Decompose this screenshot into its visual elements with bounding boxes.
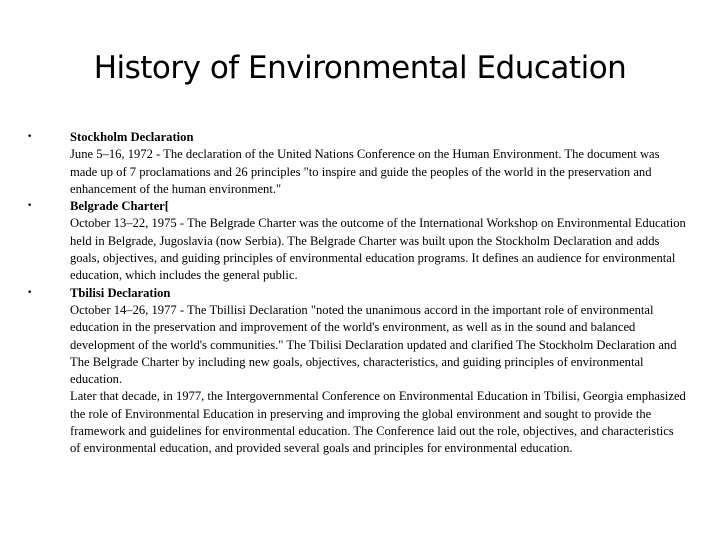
slide-title: History of Environmental Education [93, 50, 627, 86]
bullet: • [27, 287, 33, 298]
list-item-stockholm [27, 129, 687, 198]
item-heading: Tbilisi Declaration [70, 285, 171, 300]
list-item-belgrade [27, 198, 687, 284]
item-heading: Belgrade Charter[ [70, 199, 169, 214]
item-paragraph: October 14–26, 1977 - The Tbillisi Declaration "noted the unanimous accord in the important role of environmental education in the preservation and improvement of the world's environment, as well as in the sound and balanced development of the world's communities." The Tbilisi Declaration updated and clarified The Stockholm Declaration and The Belgrade Charter by including new goals, objectives, characteristics, and guiding principles of environmental education. [70, 302, 677, 387]
item-paragraph: June 5–16, 1972 - The declaration of the United Nations Conference on the Human Environment. The document was made up of 7 proclamations and 26 principles "to inspire and guide the peoples of the world in the preservation and enhancement of the human environment." [70, 147, 660, 196]
list-item-tbilisi [27, 285, 687, 458]
slide-body [27, 129, 687, 458]
bullet: • [27, 201, 33, 212]
item-heading: Stockholm Declaration [70, 130, 194, 144]
bullet: • [27, 132, 33, 142]
item-paragraph: Later that decade, in 1977, the Intergovernmental Conference on Environmental Education in Tbilisi, Georgia emphasized the role of Environmental Education in preserving and improving the global environment and sought to provide the framework and guidelines for environmental education. The Conference laid out the role, objectives, and characteristics of environmental education, and provided several goals and principles for environmental education. [70, 389, 686, 456]
item-paragraph: October 13–22, 1975 - The Belgrade Charter was the outcome of the International Workshop on Environmental Education held in Belgrade, Jugoslavia (now Serbia). The Belgrade Charter was built upon the Stockholm Declaration and adds goals, objectives, and guiding principles of environmental education programs. It defines an audience for environmental education, which includes the general public. [70, 216, 686, 283]
